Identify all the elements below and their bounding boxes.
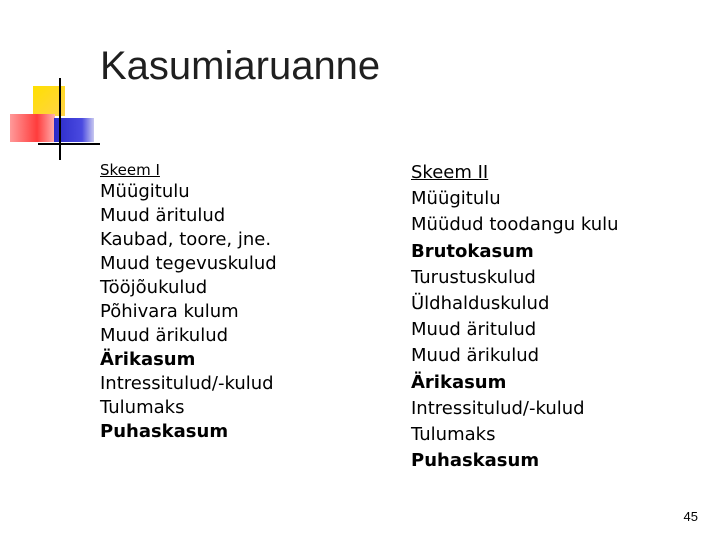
list-item: Tööjõukulud — [100, 277, 208, 298]
page-number: 45 — [683, 509, 698, 524]
list-item: Müügitulu — [411, 188, 501, 210]
list-item: Turustuskulud — [411, 266, 536, 288]
list-item: Intressitulud/-kulud — [100, 373, 274, 394]
list-item: Puhaskasum — [100, 421, 229, 442]
red-square — [10, 114, 55, 142]
list-item: Tulumaks — [100, 397, 185, 418]
list-item: Ärikasum — [411, 371, 507, 393]
left-item-list — [100, 180, 277, 444]
list-item: Intressitulud/-kulud — [411, 397, 585, 419]
right-item-list — [411, 186, 619, 474]
list-item: Muud ärikulud — [100, 325, 229, 346]
list-item: Müügitulu — [100, 181, 190, 202]
decorative-squares-logo — [0, 0, 100, 170]
list-item: Muud äritulud — [100, 205, 226, 226]
list-item: Ärikasum — [100, 349, 196, 370]
left-column — [100, 160, 277, 444]
left-heading: Skeem I — [100, 161, 160, 179]
list-item: Üldhalduskulud — [411, 293, 550, 315]
list-item: Muud äritulud — [411, 319, 537, 341]
list-item: Brutokasum — [411, 240, 534, 262]
right-heading: Skeem II — [411, 162, 489, 183]
list-item: Põhivara kulum — [100, 301, 239, 322]
right-column — [411, 160, 619, 474]
list-item: Müüdud toodangu kulu — [411, 214, 619, 236]
list-item: Muud tegevuskulud — [100, 253, 277, 274]
list-item: Puhaskasum — [411, 450, 540, 472]
list-item: Kaubad, toore, jne. — [100, 229, 272, 250]
list-item: Muud ärikulud — [411, 345, 540, 367]
list-item: Tulumaks — [411, 424, 496, 446]
slide-title: Kasumiaruanne — [100, 44, 381, 88]
